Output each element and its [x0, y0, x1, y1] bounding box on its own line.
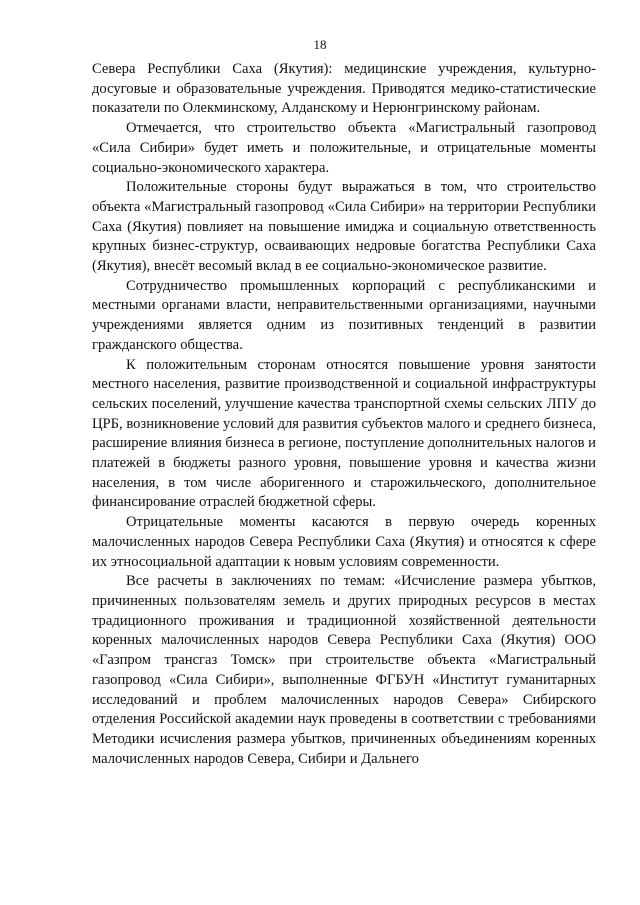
- paragraph: Все расчеты в заключениях по темам: «Исчисление размера убытков, причиненных пользователям земель и других природных ресурсов в местах традиционного проживания и традиционной хозяйственной деятельности коренных малочисленных народов Севера Республики Саха (Якутия) ООО «Газпром трансгаз Томск» при строительстве объекта «Магистральный газопровод «Сила Сибири», выполненные ФГБУН «Институт гуманитарных исследований и проблем малочисленных народов Севера» Сибирского отделения Российской академии наук проведены в соответствии с требованиями Методики исчисления размера убытков, причиненных объединениям коренных малочисленных народов Севера, Сибири и Дальнего: [92, 573, 596, 767]
- paragraph: Положительные стороны будут выражаться в том, что строительство объекта «Магистральный газопровод «Сила Сибири» на территории Республики Саха (Якутия) повлияет на повышение имиджа и социальную ответственность крупных бизнес-структур, осваивающих недровые богатства Республики Саха (Якутия), внесёт весомый вклад в ее социально-экономическое развитие.: [92, 179, 596, 275]
- paragraph: Отмечается, что строительство объекта «Магистральный газопровод «Сила Сибири» будет иметь и положительные, и отрицательные моменты социально-экономического характера.: [92, 120, 596, 176]
- page-number: 18: [313, 37, 327, 52]
- paragraph-continuation: Севера Республики Саха (Якутия): медицинские учреждения, культурно-досуговые и образовательные учреждения. Приводятся медико-статистические показатели по Олекминскому, Алданскому и Нерюнгринскому районам.: [92, 61, 596, 117]
- paragraph: Отрицательные моменты касаются в первую очередь коренных малочисленных народов Севера Республики Саха (Якутия) и относятся к сфере их этносоциальной адаптации к новым условиям современности.: [92, 514, 596, 570]
- document-body: [92, 60, 596, 769]
- paragraph: Сотрудничество промышленных корпораций с республиканскими и местными органами власти, неправительственными организациями, научными учреждениями является одним из позитивных тенденций в развитии гражданского общества.: [92, 277, 596, 353]
- paragraph: К положительным сторонам относятся повышение уровня занятости местного населения, развитие производственной и социальной инфраструктуры сельских поселений, улучшение качества транспортной схемы сельских ЛПУ до ЦРБ, возникновение условий для развития субъектов малого и среднего бизнеса, расширение влияния бизнеса в регионе, поступление дополнительных налогов и платежей в бюджеты разного уровня, повышение уровня и качества жизни населения, в том числе аборигенного и старожильческого, дополнительное финансирование отраслей бюджетной сферы.: [92, 356, 596, 511]
